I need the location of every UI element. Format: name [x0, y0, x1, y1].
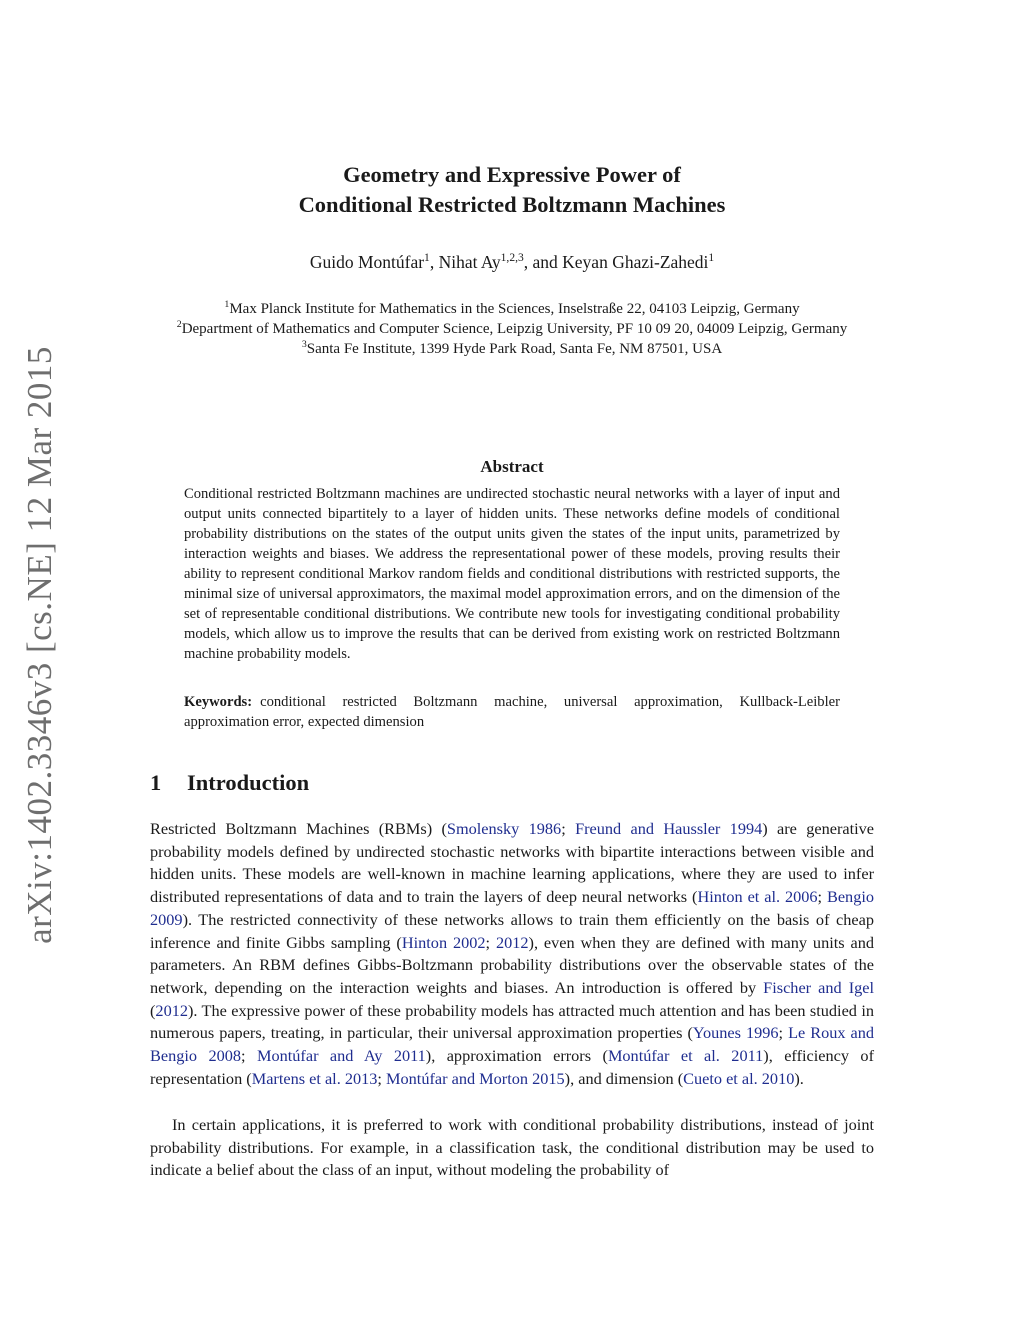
keywords-label: Keywords:	[184, 694, 253, 710]
affiliation-text: Santa Fe Institute, 1399 Hyde Park Road, Santa Fe, NM 87501, USA	[306, 341, 723, 357]
citation-link[interactable]: Montúfar and Ay 2011	[257, 1046, 426, 1066]
affiliation-marker: 1	[224, 299, 230, 310]
citation-link[interactable]: Hinton et al. 2006	[697, 887, 818, 907]
citation-link[interactable]: 2012	[155, 1000, 188, 1020]
author-name: Guido Montúfar	[309, 252, 425, 272]
text-run: (	[150, 1000, 156, 1020]
affiliation-marker: 2	[176, 319, 182, 330]
citation-link[interactable]: Hinton 2002	[401, 932, 486, 952]
affiliation-text: Max Planck Institute for Mathematics in the Sciences, Inselstraße 22, 04103 Leipzig, Germany	[229, 301, 800, 317]
citation-link[interactable]: Cueto et al. 2010	[683, 1068, 795, 1088]
affiliation-text: Department of Mathematics and Computer Science, Leipzig University, PF 10 09 20, 04009 Leipzig, Germany	[181, 321, 848, 337]
citation-link[interactable]: Le Roux and Bengio 2008	[150, 1023, 874, 1066]
arxiv-identifier-stamp: arXiv:1402.3346v3 [cs.NE] 12 Mar 2015	[20, 346, 59, 944]
text-run: ;	[561, 819, 576, 838]
citation-link[interactable]: Freund and Haussler 1994	[575, 819, 763, 838]
author-affiliation-marker: 1	[708, 252, 715, 265]
text-run: ;	[485, 932, 496, 952]
text-run: ;	[377, 1068, 387, 1088]
text-run: ). The expressive power of these probability models has attracted much attention and has been studied in numerous papers, treating, in particular, their universal approximation properties (	[150, 1000, 874, 1043]
text-run: ). The restricted connectivity of these networks allows to train them efficiently on the basis of cheap inference and finite Gibbs sampling (	[150, 909, 874, 952]
text-run: Restricted Boltzmann Machines (RBMs) (	[150, 819, 447, 838]
citation-link[interactable]: 2012	[495, 932, 529, 952]
author-name: Keyan Ghazi-Zahedi	[562, 252, 709, 272]
author-separator: ,	[429, 252, 439, 272]
intro-paragraph-2: In certain applications, it is preferred to work with conditional probability distributions, instead of joint probability distributions. For example, in a classification task, the conditional distribution may be used to indicate a belief about the class of an input, without modeling the probability of	[150, 1115, 874, 1180]
abstract-heading: Abstract	[480, 457, 544, 476]
text-run: ), efficiency of representation (	[150, 1046, 874, 1088]
author-list	[0, 249, 1024, 275]
author-affiliation-marker: 1	[424, 252, 430, 265]
author-separator: , and	[523, 252, 563, 272]
section-heading-introduction	[150, 768, 309, 798]
author-name: Nihat Ay	[438, 252, 501, 272]
citation-link[interactable]: Fischer and Igel	[763, 977, 875, 997]
text-run: ), and dimension (	[564, 1068, 684, 1088]
text-run: ) are generative probability models defined by undirected stochastic networks with bipartite interactions between visible and hidden units. These models are well-known in machine learning applications, where they are used to infer distributed representations of data and to train the layers of deep neural networks (	[150, 819, 875, 907]
abstract-text: Conditional restricted Boltzmann machines are undirected stochastic neural networks with a layer of input and output units connected bipartitely to a layer of hidden units. These networks define models of conditional probability distributions on the states of the output units given the states of the input units, parametrized by interaction weights and biases. We address the representational power of these models, proving results their ability to represent conditional Markov random fields and conditional distributions with restricted supports, the minimal size of universal approximators, the maximal model approximation errors, and on the dimension of the set of representable conditional distributions. We contribute new tools for investigating conditional probability models, which allow us to improve the results that can be derived from existing work on restricted Boltzmann machine probability models.	[184, 486, 840, 662]
text-run: ), approximation errors (	[425, 1046, 608, 1066]
title-line-2: Conditional Restricted Boltzmann Machines	[298, 192, 726, 217]
keywords	[184, 692, 840, 732]
paper-title	[0, 160, 1024, 220]
text-run: ).	[794, 1068, 804, 1088]
affiliation-item	[160, 299, 864, 319]
citation-link[interactable]: Montúfar and Morton 2015	[386, 1068, 565, 1088]
affiliation-item	[160, 319, 864, 339]
citation-link[interactable]: Martens et al. 2013	[251, 1068, 378, 1088]
affiliation-item	[160, 339, 864, 359]
intro-paragraph-1	[150, 818, 874, 1090]
citation-link[interactable]: Smolensky 1986	[446, 819, 562, 838]
text-run: ;	[817, 887, 827, 907]
author-affiliation-marker: 1,2,3	[500, 252, 524, 265]
text-run: ;	[778, 1023, 789, 1043]
section-title: Introduction	[187, 770, 310, 795]
citation-link[interactable]: Younes 1996	[692, 1023, 779, 1043]
section-number: 1	[150, 770, 162, 795]
affiliation-list	[160, 299, 864, 359]
keywords-text: conditional restricted Boltzmann machine, universal approximation, Kullback-Leibler approximation error, expected dimension	[184, 694, 840, 730]
affiliation-marker: 3	[301, 339, 307, 350]
citation-link[interactable]: Bengio 2009	[150, 887, 874, 929]
text-run: ;	[241, 1046, 257, 1066]
title-line-1: Geometry and Expressive Power of	[343, 162, 681, 187]
text-run: ), even when they are defined with many units and parameters. An RBM defines Gibbs-Boltzmann probability distributions over the observable states of the network, depending on the interaction weights and biases. An introduction is offered by	[150, 932, 874, 997]
citation-link[interactable]: Montúfar et al. 2011	[607, 1046, 764, 1066]
